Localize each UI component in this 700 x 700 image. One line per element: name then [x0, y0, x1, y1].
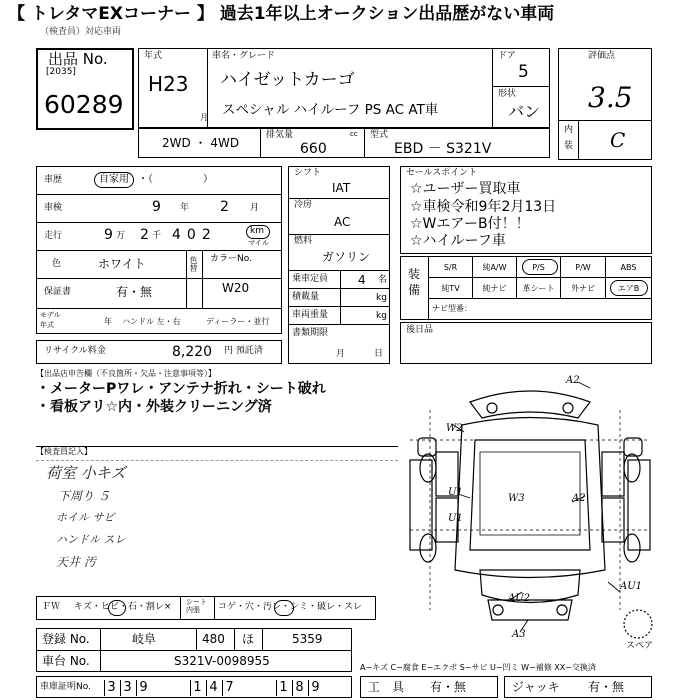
equip-leather: 革シート: [516, 277, 561, 299]
sales-line-1: ☆ユーザー買取車: [410, 181, 521, 197]
chassis-label: 車台 No.: [42, 654, 90, 668]
color-value: ホワイト: [98, 257, 146, 271]
damage-au2: AU2: [508, 593, 531, 604]
inspection-month: 2: [220, 199, 229, 215]
color-code: W20: [222, 281, 250, 295]
mileage-man: 9: [104, 227, 113, 243]
model-small-l2: 年式: [40, 321, 54, 329]
lot-code: [2035]: [46, 67, 76, 77]
shift-label: シフト: [294, 168, 322, 178]
seat-text: コゲ・穴・汚レ・シミ・破レ・スレ: [218, 602, 363, 612]
cert-digit: 3: [120, 680, 134, 696]
vehicle-diagram: [400, 370, 660, 660]
color-change-label: 色替: [189, 256, 198, 272]
equip-navi: 純ナビ: [472, 277, 517, 299]
later-box: [400, 322, 652, 364]
jack-label: ジャッキ: [512, 680, 560, 694]
cooler-label: 冷房: [294, 200, 313, 210]
airbag-circle: [610, 280, 648, 296]
sales-line-3: ☆WエアーB付！！: [410, 216, 530, 232]
inspection-m: 月: [250, 203, 260, 213]
history-value: 自家用: [99, 174, 129, 185]
damage-u1-left-2: U1: [448, 513, 463, 524]
fuel-value: ガソリン: [322, 250, 371, 264]
equip-ps: P/S: [516, 256, 561, 278]
damage-a3: A3: [512, 629, 526, 640]
damage-u1-left: U1: [448, 487, 463, 498]
damage-a2-right: A2: [572, 493, 586, 504]
doc-label: 書類期限: [292, 328, 329, 338]
tools-label: 工 具: [368, 680, 405, 694]
inspector-line-1: 荷室 小キズ: [46, 464, 126, 482]
equip-sr: S/R: [428, 256, 473, 278]
score-value: 3.5: [588, 81, 633, 114]
inspection-y: 年: [180, 203, 190, 213]
damage-a2-top: A2: [566, 375, 580, 386]
inspector-line-2: 下周り ５: [58, 489, 110, 503]
doors-value: 5: [518, 62, 529, 82]
load-unit: kg: [376, 293, 387, 303]
inspection-year: 9: [152, 199, 161, 215]
doc-month: 月: [336, 349, 346, 359]
history-label: 車歴: [44, 175, 63, 185]
model-small-dealer: ディーラー・並行: [206, 317, 270, 326]
cert-digit: 8: [292, 680, 306, 696]
ps-circle: [522, 259, 558, 275]
displacement-value: 660: [300, 141, 327, 157]
equip-tv: 純TV: [428, 277, 473, 299]
capacity-label: 乗車定員: [292, 274, 329, 284]
mileage-man-unit: 万: [116, 231, 126, 241]
type-value: EBD － S321V: [394, 141, 492, 157]
seat-label: シート 内張: [186, 598, 207, 615]
banner: 【 トレタマEXコーナー 】 過去1年以上オークション出品歴がない車両: [8, 4, 555, 24]
mileage-sen-unit: 千: [152, 231, 162, 241]
cert-digit: 3: [104, 680, 118, 696]
registration-kana: ほ: [242, 632, 255, 646]
damage-w3: W3: [508, 493, 525, 504]
cert-label: 車庫証明No.: [40, 682, 91, 692]
declaration-label: 【出品店申告欄（不良箇所・欠品・注意事項等）】: [36, 369, 216, 378]
damage-w2: W2: [446, 423, 463, 434]
mileage-mile: マイル: [248, 239, 269, 247]
spare-label: スペア: [626, 641, 654, 651]
equip-airbag: エアB: [605, 277, 652, 299]
inspector-line-5: 天井 汚: [56, 555, 96, 569]
equip-aw: 純A/W: [472, 256, 517, 278]
cert-digit: 9: [136, 680, 150, 696]
drive-type: 2WD ・ 4WD: [162, 136, 240, 150]
mileage-sen: 2: [140, 227, 149, 243]
jack-value: 有・無: [588, 680, 625, 694]
load-label: 積載量: [292, 292, 320, 302]
capacity-unit: 名: [378, 275, 388, 285]
lot-label: 出品 No.: [48, 50, 108, 68]
inspection-label: 車検: [44, 203, 63, 213]
registration-serial: 5359: [292, 632, 323, 646]
model-small-l1: モデル: [40, 311, 61, 319]
year-value: H23: [148, 72, 189, 96]
mileage-km: km: [250, 226, 264, 236]
recycle-label: リサイクル料金: [44, 346, 106, 356]
declaration-line-1: ・メーターPワレ・アンテナ折れ・シート破れ: [36, 381, 326, 397]
fw-text: キズ・ヒビ・石・割レ×: [74, 602, 172, 612]
displacement-label: 排気量: [266, 130, 294, 140]
interior-value: C: [610, 128, 626, 152]
declaration-line-2: ・看板アリ☆内・外装クリーニング済: [36, 399, 272, 415]
year-label: 年式: [144, 51, 163, 61]
inspector-line-3: ホイル サビ: [56, 511, 115, 524]
inspector-line-4: ハンドル スレ: [56, 533, 126, 546]
warranty-label: 保証書: [44, 287, 72, 297]
tools-value: 有・無: [430, 680, 467, 694]
model-name: ハイゼットカーゴ: [220, 70, 355, 90]
doc-day: 日: [374, 349, 384, 359]
interior-label-1: 内: [564, 125, 574, 135]
navi-model-label: ナビ型番：: [432, 304, 472, 313]
equip-ext-navi: 外ナビ: [560, 277, 606, 299]
equip-label-2: 備: [408, 283, 421, 297]
cert-digit: 7: [222, 680, 236, 696]
model-label: 車名・グレード: [212, 51, 276, 61]
recycle-unit: 円 預託済: [224, 346, 263, 356]
registration-num: 480: [202, 632, 225, 646]
color-label: 色: [52, 259, 62, 269]
shape-value: バン: [508, 102, 541, 121]
color-code-label: カラーNo.: [210, 254, 252, 264]
later-label: 後日品: [406, 325, 434, 335]
history-rest: ・（ ）: [138, 174, 213, 185]
warranty-value: 有・無: [116, 285, 153, 299]
weight-label: 車両重量: [292, 310, 329, 320]
score-label: 評価点: [588, 51, 616, 61]
mileage-rest: 402: [172, 227, 217, 243]
equip-pw: P/W: [560, 256, 606, 278]
damage-au1: AU1: [620, 581, 643, 592]
shift-value: IAT: [332, 181, 351, 195]
type-label: 型式: [370, 130, 389, 140]
equip-label-1: 装: [408, 267, 421, 281]
mileage-label: 走行: [44, 231, 63, 241]
cert-digit: 1: [190, 680, 204, 696]
chassis-value: S321V-0098955: [174, 654, 270, 668]
cert-digit: 9: [308, 680, 322, 696]
displacement-unit: cc: [350, 130, 358, 138]
fw-label: ＦＷ: [42, 602, 61, 612]
cert-digit: 4: [206, 680, 220, 696]
shape-label: 形状: [498, 89, 517, 99]
model-grade: スペシャル ハイルーフ PS AC AT車: [222, 102, 439, 118]
year-month: 月: [200, 113, 208, 122]
fuel-label: 燃料: [294, 236, 313, 246]
interior-label-2: 装: [564, 141, 574, 151]
cooler-value: AC: [334, 215, 351, 229]
doors-label: ドア: [498, 51, 516, 61]
registration-pref: 岐阜: [132, 632, 157, 646]
damage-legend: A−キズ C−腐食 E−エクボ S−サビ U−凹ミ W−補修 XX−交換済: [360, 663, 596, 672]
cutoff-line: （検査員）対応車両: [40, 27, 122, 37]
equip-abs: ABS: [605, 256, 652, 278]
sales-label: セールスポイント: [406, 168, 478, 178]
capacity-value: 4: [358, 273, 366, 287]
model-small-year: 年: [104, 317, 112, 326]
weight-unit: kg: [376, 311, 387, 321]
registration-label: 登録 No.: [42, 632, 90, 646]
sales-line-4: ☆ハイルーフ車: [410, 233, 506, 249]
sales-line-2: ☆車検令和9年2月13日: [410, 199, 557, 215]
inspector-label: 【検査員記入】: [36, 447, 92, 456]
model-small-handle: ハンドル 左・右: [122, 317, 181, 326]
recycle-value: 8,220: [172, 344, 213, 360]
lot-number: 60289: [44, 90, 124, 119]
cert-digit: 1: [276, 680, 290, 696]
